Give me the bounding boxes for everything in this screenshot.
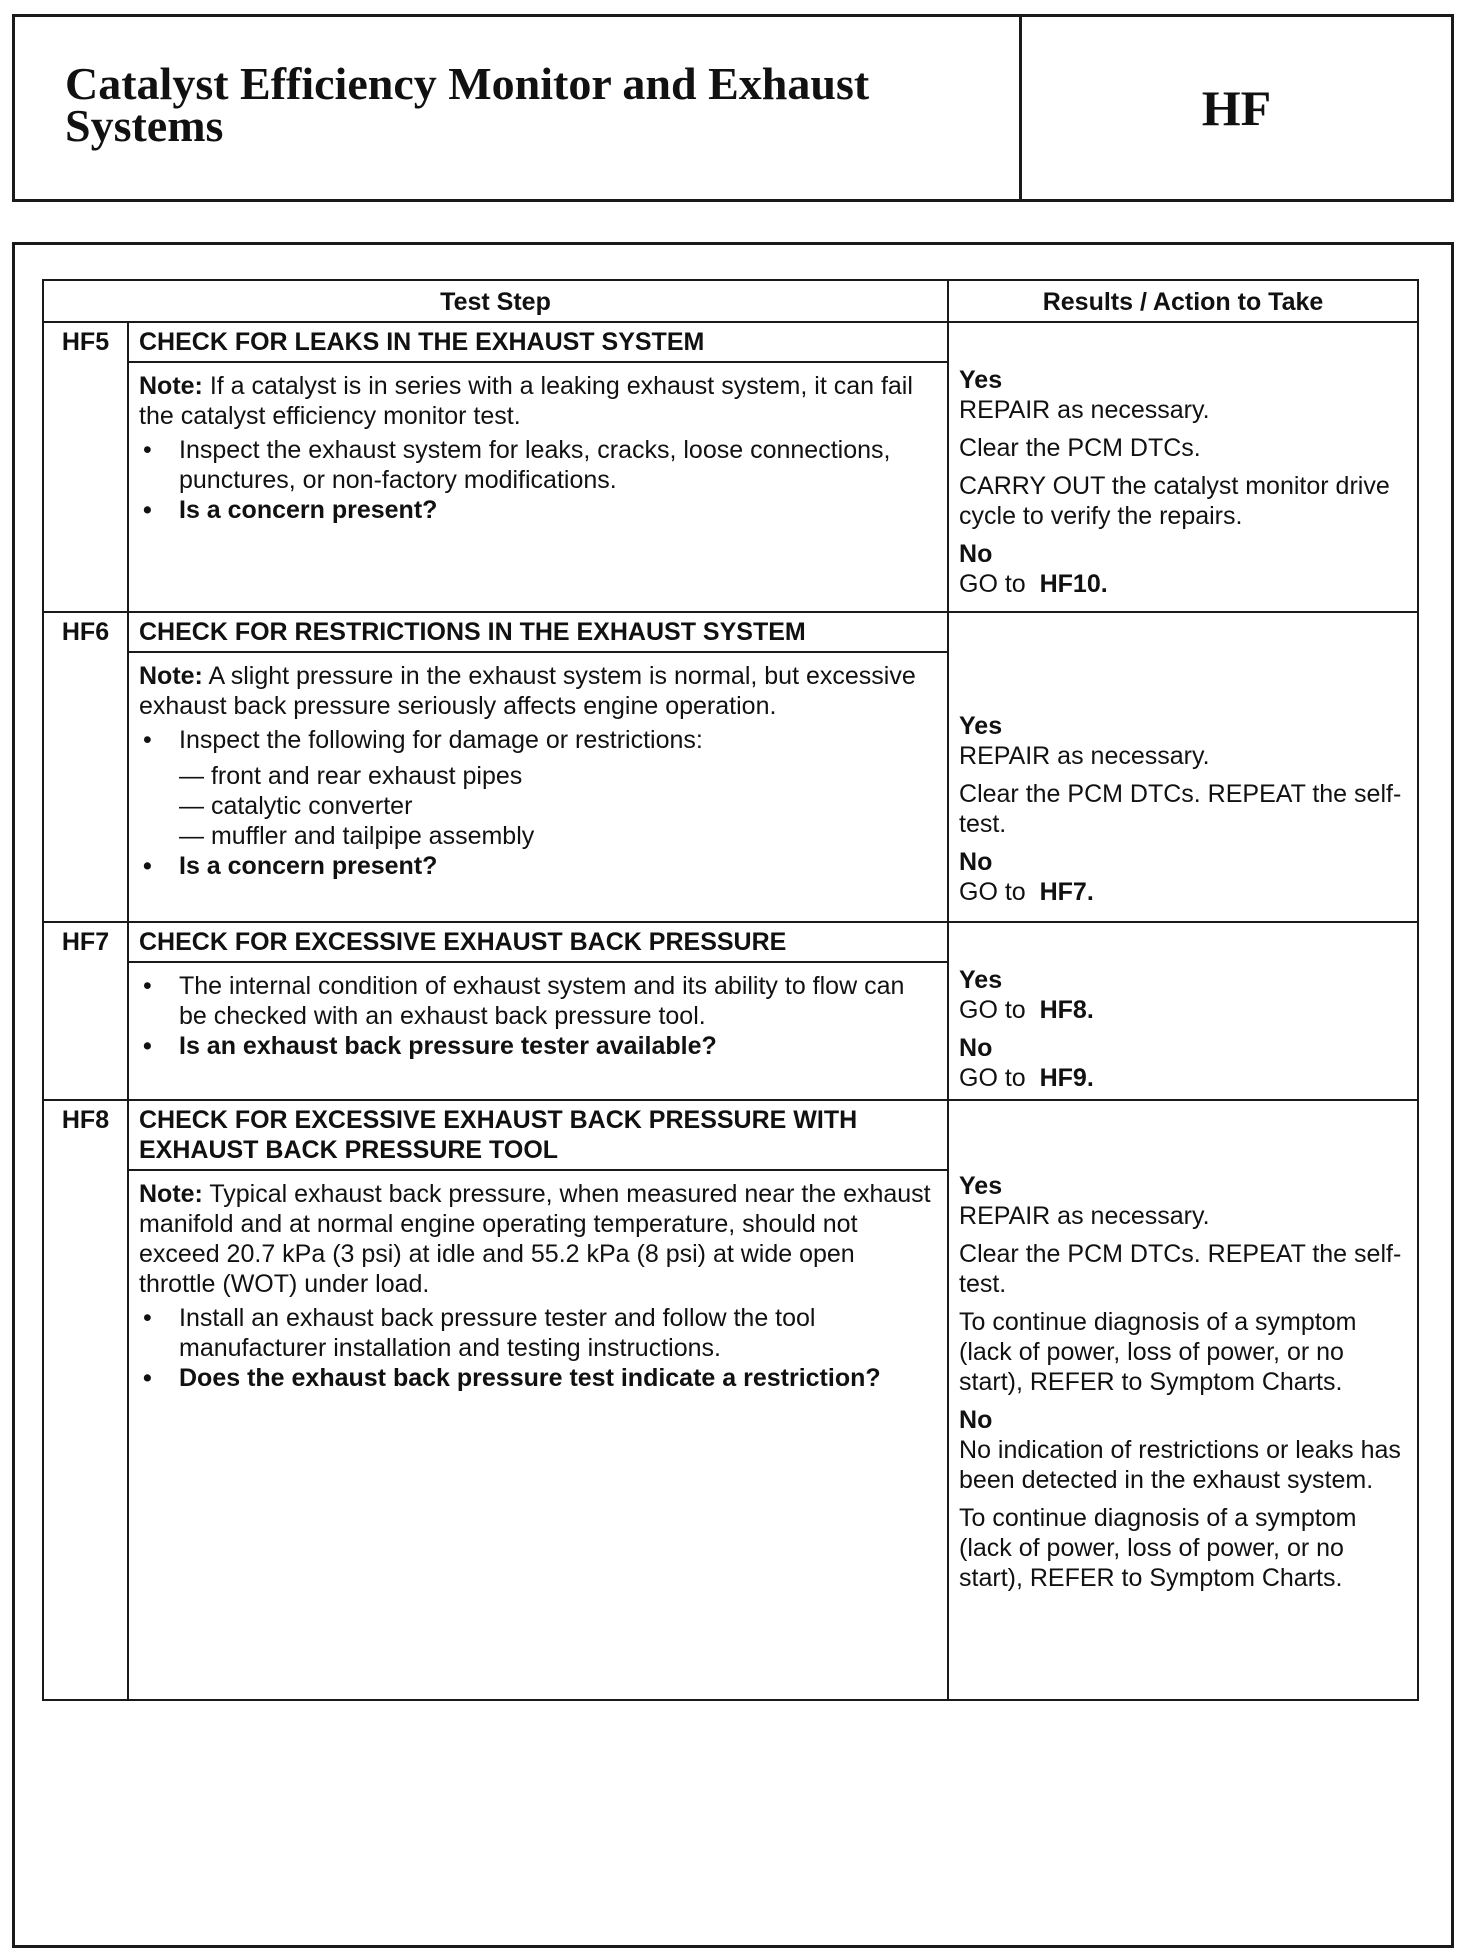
page-title: Catalyst Efficiency Monitor and Exhaust Systems [15,17,1022,199]
yes-label: Yes [959,366,1003,394]
step-results [948,1100,1418,1700]
step-body [128,962,948,1100]
goto-text: GO to [959,570,1026,598]
yes-label: Yes [959,1172,1003,1200]
step-instruction: • The internal condition of exhaust system and its ability to flow can be checked with an exhaust back pressure tool. [139,971,937,1031]
step-id-spacer [43,362,128,612]
page-header [12,14,1454,202]
step-note [139,1179,937,1299]
goto-text: GO to [959,996,1026,1024]
note-text: If a catalyst is in series with a leaking exhaust system, it can fail the catalyst efficiency monitor test. [139,372,913,430]
goto-target-link: HF8. [1039,996,1094,1024]
goto-text: GO to [959,1064,1026,1092]
note-label: Note: [139,1180,203,1208]
goto-line [959,1063,1409,1093]
step-title: CHECK FOR LEAKS IN THE EXHAUST SYSTEM [128,322,948,362]
dash-item: — muffler and tailpipe assembly [179,822,535,850]
step-id-spacer [43,652,128,922]
result-text: REPAIR as necessary. [959,742,1210,770]
step-instruction: • Install an exhaust back pressure tester and follow the tool manufacturer installation and testing instructions. [139,1303,937,1363]
no-label: No [959,848,993,876]
goto-line [959,877,1409,907]
step-title-row [43,322,1418,362]
step-title-row [43,1100,1418,1170]
step-title: CHECK FOR EXCESSIVE EXHAUST BACK PRESSURE WITH EXHAUST BACK PRESSURE TOOL [128,1100,948,1170]
result-text: CARRY OUT the catalyst monitor drive cycle to verify the repairs. [959,472,1390,530]
step-results [948,322,1418,612]
step-id-spacer [43,1170,128,1700]
step-body [128,1170,948,1700]
step-id-spacer [43,962,128,1100]
goto-target-link: HF7. [1039,878,1094,906]
dash-list [139,761,937,851]
column-header-test-step: Test Step [43,280,948,322]
table-header-row [43,280,1418,322]
result-text: REPAIR as necessary. [959,1202,1210,1230]
step-title: CHECK FOR RESTRICTIONS IN THE EXHAUST SYSTEM [128,612,948,652]
yes-label: Yes [959,966,1003,994]
step-instruction: • Inspect the following for damage or restrictions: [139,725,937,755]
goto-target-link: HF10. [1039,570,1108,598]
step-id: HF6 [43,612,128,652]
note-text: Typical exhaust back pressure, when measured near the exhaust manifold and at normal engine operating temperature, should not exceed 20.7 kPa (3 psi) at idle and 55.2 kPa (8 psi) at wide open throttle (WOT) under load. [139,1180,931,1298]
note-text: A slight pressure in the exhaust system is normal, but excessive exhaust back pressure seriously affects engine operation. [139,662,916,720]
dash-item: — catalytic converter [179,792,413,820]
step-question: • Is a concern present? [139,495,937,525]
no-label: No [959,1406,993,1434]
step-body [128,652,948,922]
goto-target-link: HF9. [1039,1064,1094,1092]
step-title-row [43,612,1418,652]
result-text: To continue diagnosis of a symptom (lack of power, loss of power, or no start), REFER to Symptom Charts. [959,1504,1357,1592]
step-question: • Is an exhaust back pressure tester available? [139,1031,937,1061]
no-label: No [959,540,993,568]
note-label: Note: [139,662,203,690]
column-header-results: Results / Action to Take [948,280,1418,322]
step-instruction: • Inspect the exhaust system for leaks, cracks, loose connections, punctures, or non-factory modifications. [139,435,937,495]
goto-line [959,569,1409,599]
test-step-table [42,279,1419,1701]
result-text: Clear the PCM DTCs. [959,434,1201,462]
no-label: No [959,1034,993,1062]
step-title: CHECK FOR EXCESSIVE EXHAUST BACK PRESSURE [128,922,948,962]
goto-line [959,995,1409,1025]
result-text: No indication of restrictions or leaks has been detected in the exhaust system. [959,1436,1401,1494]
step-question: • Is a concern present? [139,851,937,881]
result-text: To continue diagnosis of a symptom (lack of power, loss of power, or no start), REFER to Symptom Charts. [959,1308,1357,1396]
result-text: REPAIR as necessary. [959,396,1210,424]
step-body [128,362,948,612]
step-title-row [43,922,1418,962]
section-code: HF [1201,80,1272,136]
step-id: HF8 [43,1100,128,1170]
result-text: Clear the PCM DTCs. REPEAT the self-test. [959,780,1402,838]
step-id: HF7 [43,922,128,962]
step-results [948,922,1418,1100]
step-question: • Does the exhaust back pressure test indicate a restriction? [139,1363,937,1393]
note-label: Note: [139,372,203,400]
dash-item: — front and rear exhaust pipes [179,762,523,790]
yes-label: Yes [959,712,1003,740]
goto-text: GO to [959,878,1026,906]
step-id: HF5 [43,322,128,362]
step-note [139,371,937,431]
result-text: Clear the PCM DTCs. REPEAT the self-test. [959,1240,1402,1298]
step-note [139,661,937,721]
step-results [948,612,1418,922]
